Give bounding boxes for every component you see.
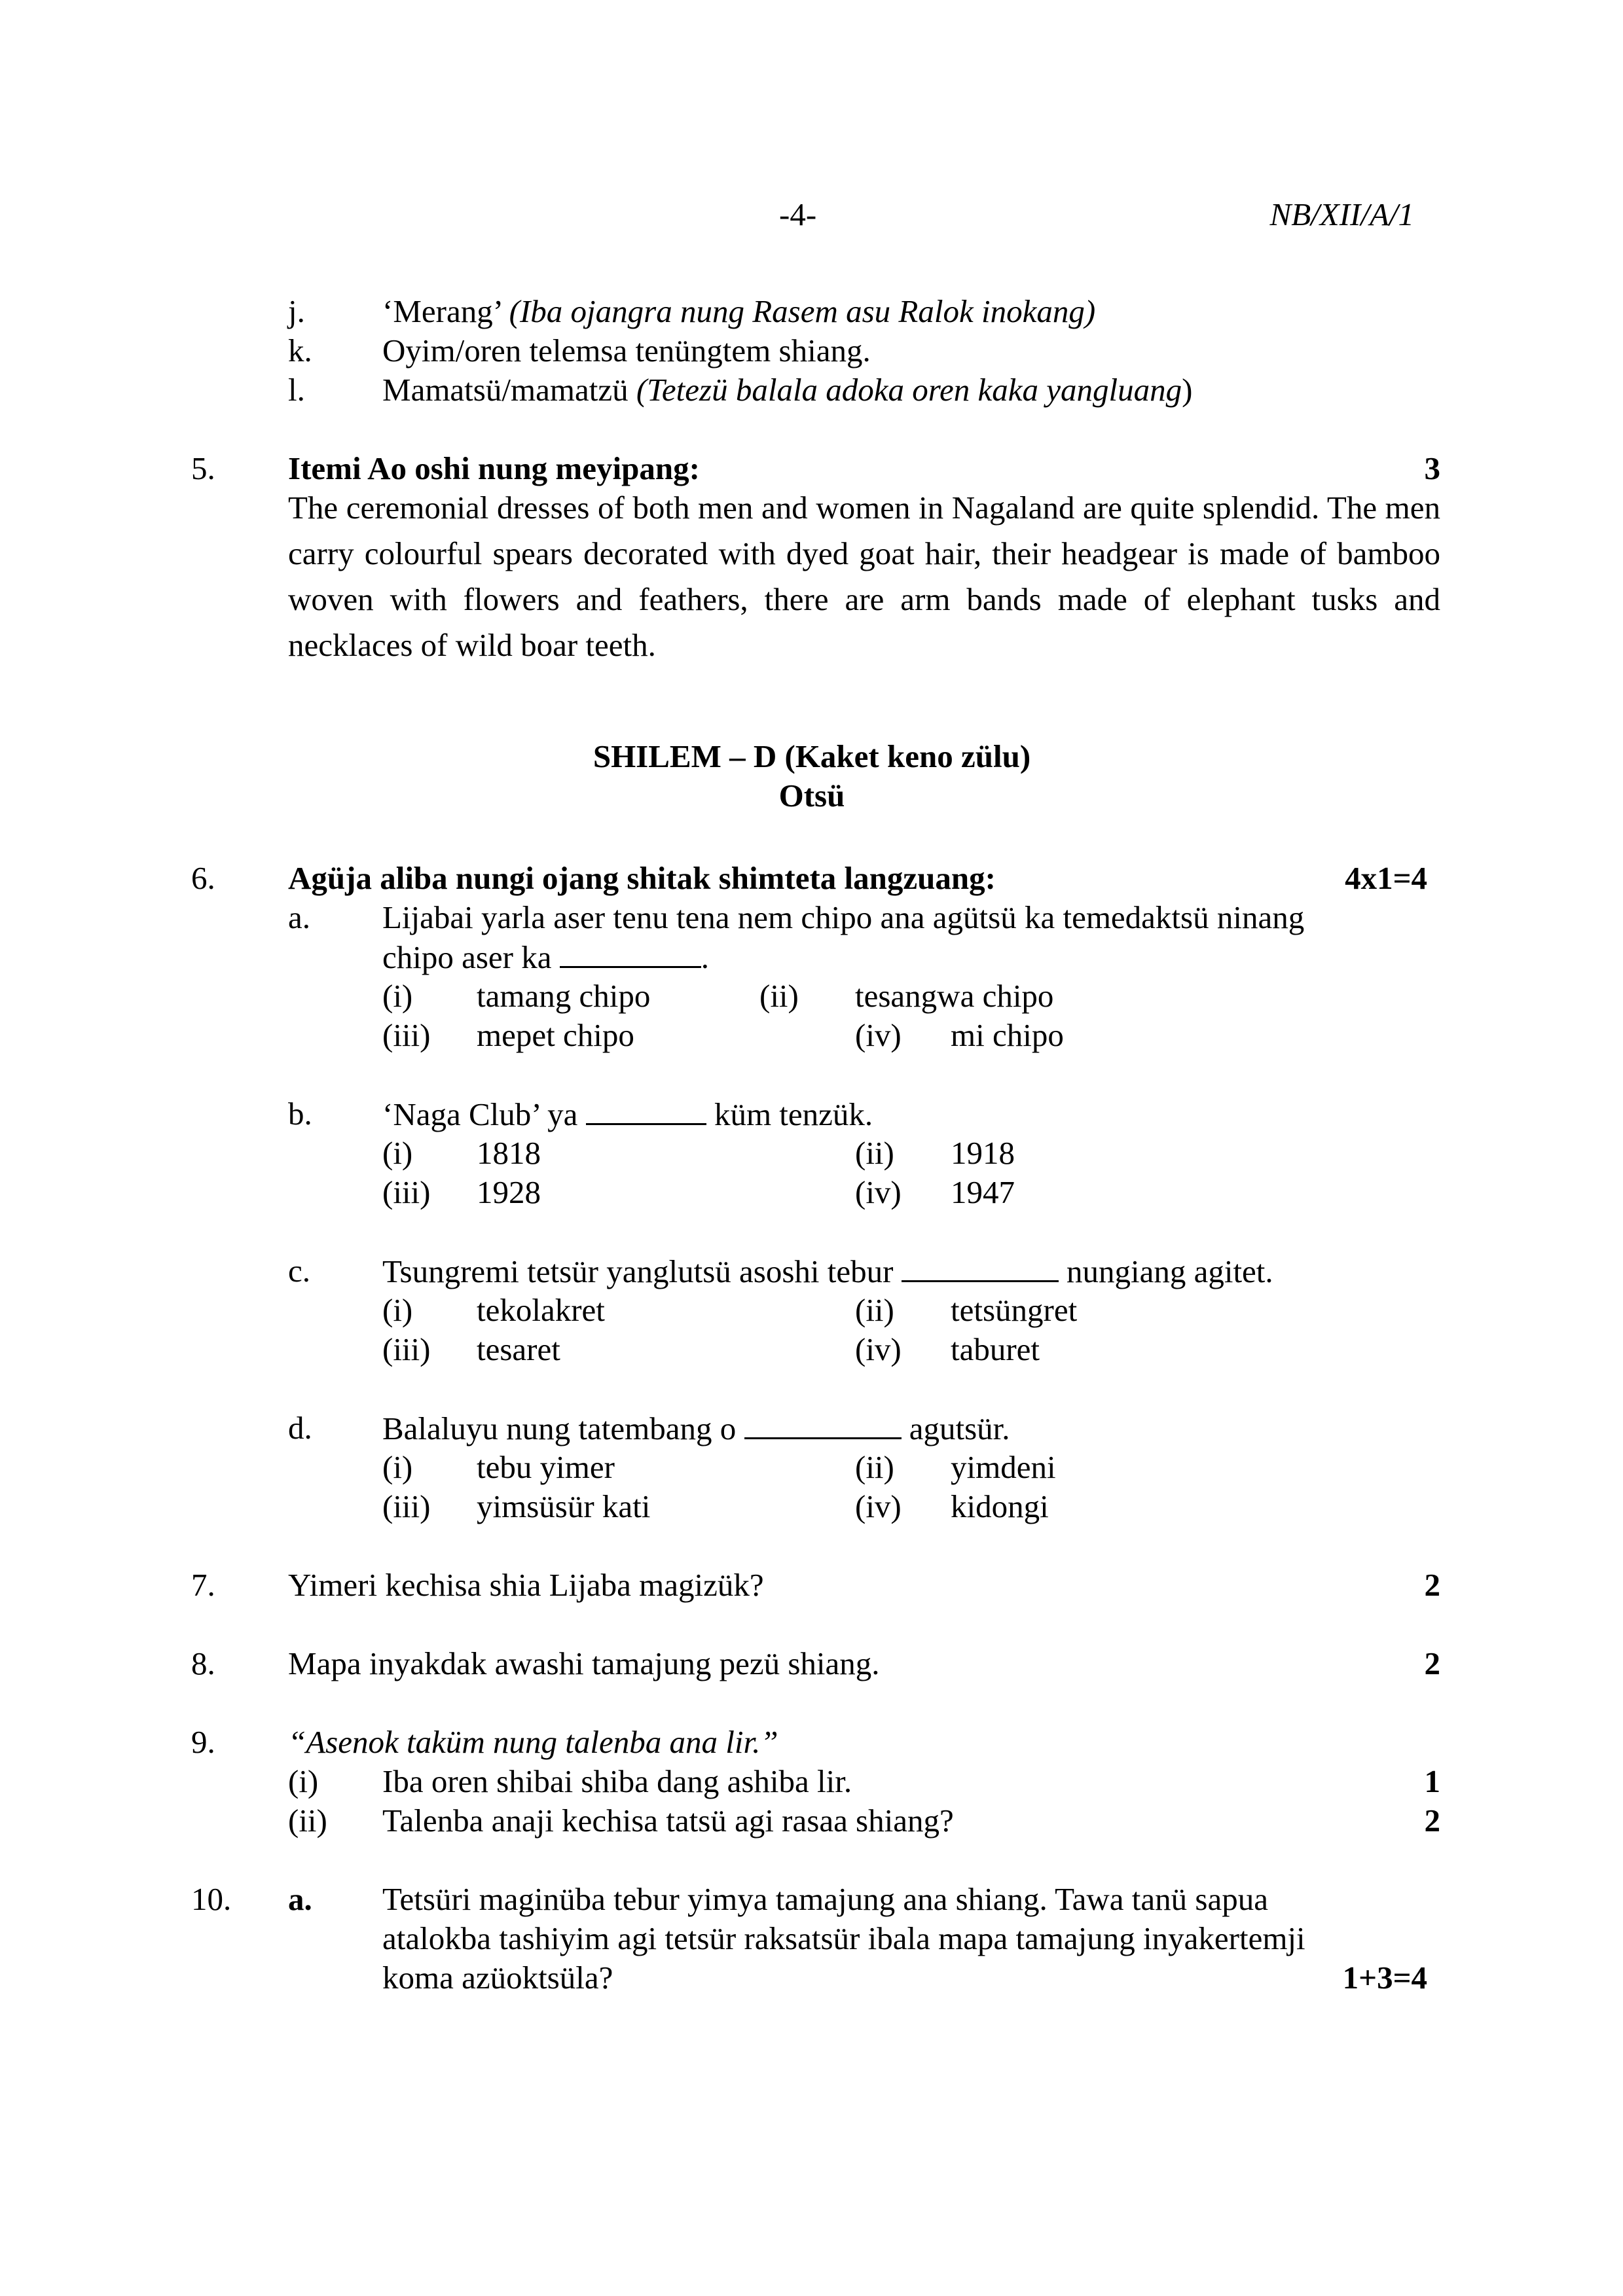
q6a-label: a.: [288, 899, 310, 935]
q6d-text: Balaluyu nung tatembang o agutsür.: [382, 1408, 1010, 1448]
q6c-opt-i-num: (i): [382, 1292, 413, 1328]
q9-part-ii-text: Talenba anaji kechisa tatsü agi rasaa shiang?: [382, 1803, 954, 1839]
q6a-opt-i-text: tamang chipo: [477, 978, 651, 1014]
q6d-opt-ii-num: (ii): [855, 1449, 894, 1485]
q10-part-label: a.: [288, 1881, 312, 1917]
q6c-label: c.: [288, 1253, 310, 1289]
q6d-opt-iii-text: yimsüsür kati: [477, 1488, 651, 1524]
q6a-opt-ii-text: tesangwa chipo: [855, 978, 1054, 1014]
q6b-label: b.: [288, 1096, 312, 1132]
q6-title: Agüja aliba nungi ojang shitak shimteta langzuang:: [288, 860, 996, 896]
q6b-opt-iv-num: (iv): [855, 1174, 902, 1210]
q9-part-i-num: (i): [288, 1763, 319, 1799]
q6c-opt-iii-num: (iii): [382, 1331, 431, 1367]
q8-text: Mapa inyakdak awashi tamajung pezü shiang.: [288, 1645, 880, 1681]
q9-part-ii-marks: 2: [1424, 1803, 1440, 1839]
q5-number: 5.: [191, 450, 215, 486]
q6b-opt-iii-num: (iii): [382, 1174, 431, 1210]
q6d-label: d.: [288, 1410, 312, 1446]
page-number: -4-: [779, 196, 817, 232]
q9-number: 9.: [191, 1724, 215, 1760]
q5-marks: 3: [1424, 450, 1440, 486]
section-title: SHILEM – D (Kaket keno zülu): [593, 738, 1031, 774]
answer-blank: [586, 1094, 706, 1125]
q6c-opt-ii-text: tetsüngret: [951, 1292, 1078, 1328]
q6-marks: 4x1=4: [1345, 860, 1427, 896]
q10-line2: atalokba tashiyim agi tetsür raksatsür ibala mapa tamajung inyakertemji: [382, 1920, 1305, 1956]
q6b-opt-ii-text: 1918: [951, 1135, 1015, 1171]
q7-number: 7.: [191, 1567, 215, 1603]
q6a-opt-iii-num: (iii): [382, 1017, 431, 1053]
q5-title: Itemi Ao oshi nung meyipang:: [288, 450, 700, 486]
item-j-label: j.: [288, 293, 305, 329]
q6d-opt-ii-text: yimdeni: [951, 1449, 1056, 1485]
q6a-opt-i-num: (i): [382, 978, 413, 1014]
q6a-opt-iv-num: (iv): [855, 1017, 902, 1053]
q10-line1: Tetsüri maginüba tebur yimya tamajung ana shiang. Tawa tanü sapua: [382, 1881, 1268, 1917]
q6b-opt-iii-text: 1928: [477, 1174, 541, 1210]
q6c-opt-iii-text: tesaret: [477, 1331, 560, 1367]
item-l-label: l.: [288, 372, 305, 408]
q6d-opt-iii-num: (iii): [382, 1488, 431, 1524]
answer-blank: [560, 937, 701, 968]
q7-text: Yimeri kechisa shia Lijaba magizük?: [288, 1567, 764, 1603]
q6c-opt-i-text: tekolakret: [477, 1292, 605, 1328]
q6b-opt-i-num: (i): [382, 1135, 413, 1171]
q6a-opt-iv-text: mi chipo: [951, 1017, 1064, 1053]
q6b-opt-ii-num: (ii): [855, 1135, 894, 1171]
q10-line3: koma azüoktsüla?: [382, 1960, 613, 1996]
item-k-label: k.: [288, 332, 312, 368]
q8-number: 8.: [191, 1645, 215, 1681]
q6-number: 6.: [191, 860, 215, 896]
q6c-text: Tsungremi tetsür yanglutsü asoshi tebur nungiang agitet.: [382, 1251, 1273, 1291]
q6d-opt-iv-text: kidongi: [951, 1488, 1049, 1524]
q6c-opt-iv-num: (iv): [855, 1331, 902, 1367]
q6d-opt-iv-num: (iv): [855, 1488, 902, 1524]
q7-marks: 2: [1424, 1567, 1440, 1603]
q6d-opt-i-text: tebu yimer: [477, 1449, 615, 1485]
answer-blank: [902, 1251, 1059, 1282]
q5-passage: The ceremonial dresses of both men and women in Nagaland are quite splendid. The men carry colourful spears decorated with dyed goat hair, their headgear is made of bamboo woven with flowers and feathers, there are arm bands made of elephant tusks and necklaces of wild boar teeth.: [288, 490, 1440, 663]
q6a-opt-iii-text: mepet chipo: [477, 1017, 634, 1053]
q6a-line2: chipo aser ka .: [382, 937, 709, 977]
paper-code: NB/XII/A/1: [1269, 196, 1414, 232]
q9-part-ii-num: (ii): [288, 1803, 327, 1839]
q6b-text: ‘Naga Club’ ya küm tenzük.: [382, 1094, 873, 1134]
q6b-opt-i-text: 1818: [477, 1135, 541, 1171]
q6a-line1: Lijabai yarla aser tenu tena nem chipo ana agütsü ka temedaktsü ninang: [382, 899, 1305, 935]
q6c-opt-iv-text: taburet: [951, 1331, 1040, 1367]
q6a-opt-ii-num: (ii): [759, 978, 799, 1014]
q6d-opt-i-num: (i): [382, 1449, 413, 1485]
q6c-opt-ii-num: (ii): [855, 1292, 894, 1328]
q10-marks: 1+3=4: [1342, 1960, 1427, 1996]
item-l-text: Mamatsü/mamatzü (Tetezü balala adoka oren kaka yangluang): [382, 372, 1193, 408]
answer-blank: [744, 1408, 902, 1439]
item-k-text: Oyim/oren telemsa tenüngtem shiang.: [382, 332, 871, 368]
q6b-opt-iv-text: 1947: [951, 1174, 1015, 1210]
q9-quote: “Asenok taküm nung talenba ana lir.”: [288, 1724, 778, 1760]
q10-number: 10.: [191, 1881, 232, 1917]
q8-marks: 2: [1424, 1645, 1440, 1681]
item-j-text: ‘Merang’ (Iba ojangra nung Rasem asu Ralok inokang): [382, 293, 1096, 329]
q9-part-i-text: Iba oren shibai shiba dang ashiba lir.: [382, 1763, 852, 1799]
q9-part-i-marks: 1: [1424, 1763, 1440, 1799]
section-subtitle: Otsü: [778, 778, 845, 814]
